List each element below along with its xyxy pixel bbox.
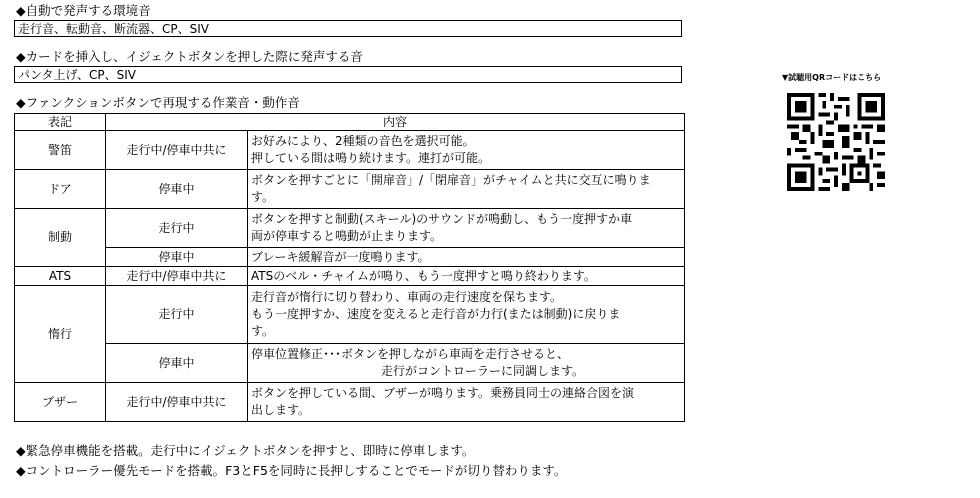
header-content: 内容 [106,114,685,131]
row-name-buzzer: ブザー [15,383,106,422]
row-condition-brake-stopped: 停車中 [106,248,248,267]
row-name-brake: 制動 [15,209,106,267]
auto-section-box: 走行音、転動音、断流器、CP、SIV [14,20,682,37]
row-condition-buzzer: 走行中/停車中共に [106,383,248,422]
table-row [15,267,685,286]
table-row [15,344,685,383]
row-condition-horn: 走行中/停車中共に [106,131,248,170]
row-desc-brake-stopped: ブレーキ緩解音が一度鳴ります。 [248,248,685,267]
qr-code-icon[interactable] [787,93,885,191]
row-name-ats: ATS [15,267,106,286]
note-emergency-stop: ◆緊急停車機能を搭載。走行中にイジェクトボタンを押すと、即時に停車します。 [16,443,475,458]
row-desc-ats: ATSのベル・チャイムが鳴り、もう一度押すと鳴り終わります。 [248,267,685,286]
row-condition-brake-running: 走行中 [106,209,248,248]
table-row [15,286,685,344]
note-controller-priority: ◆コントローラー優先モードを搭載。F3とF5を同時に長押しすることでモードが切り替わります。 [16,463,567,478]
table-row [15,170,685,209]
row-desc-coast-stopped: 停車位置修正･･･ボタンを押しながら車両を走行させると、 走行がコントローラーに同調します。 [248,344,685,383]
row-desc-brake-running: ボタンを押すと制動(スキール)のサウンドが鳴動し、もう一度押すか車 両が停車すると鳴動が止まります。 [248,209,685,248]
table-row [15,209,685,248]
header-name: 表記 [15,114,106,131]
row-condition-coast-stopped: 停車中 [106,344,248,383]
table-row [15,131,685,170]
row-desc-coast-running: 走行音が惰行に切り替わり、車両の走行速度を保ちます。 もう一度押すか、速度を変えると走行音が力行(または制動)に戻りま す。 [248,286,685,344]
row-name-coast: 惰行 [15,286,106,383]
table-row [15,248,685,267]
function-table [14,113,685,422]
row-condition-ats: 走行中/停車中共に [106,267,248,286]
row-name-horn: 警笛 [15,131,106,170]
row-desc-buzzer: ボタンを押している間、ブザーが鳴ります。乗務員同士の連絡合図を演 出します。 [248,383,685,422]
qr-caption: ▼試聴用QRコードはこちら [782,73,882,82]
card-section-box: パンタ上げ、CP、SIV [14,66,682,83]
table-row [15,383,685,422]
row-name-door: ドア [15,170,106,209]
row-desc-horn: お好みにより、2種類の音色を選択可能。 押している間は鳴り続けます。連打が可能。 [248,131,685,170]
row-condition-coast-running: 走行中 [106,286,248,344]
row-condition-door: 停車中 [106,170,248,209]
auto-section-heading: ◆自動で発声する環境音 [16,3,151,18]
card-section-heading: ◆カードを挿入し、イジェクトボタンを押した際に発声する音 [16,49,363,64]
function-section-heading: ◆ファンクションボタンで再現する作業音・動作音 [16,95,300,110]
table-header-row [15,114,685,131]
row-desc-door: ボタンを押すごとに「開扉音」/「閉扉音」がチャイムと共に交互に鳴りま す。 [248,170,685,209]
